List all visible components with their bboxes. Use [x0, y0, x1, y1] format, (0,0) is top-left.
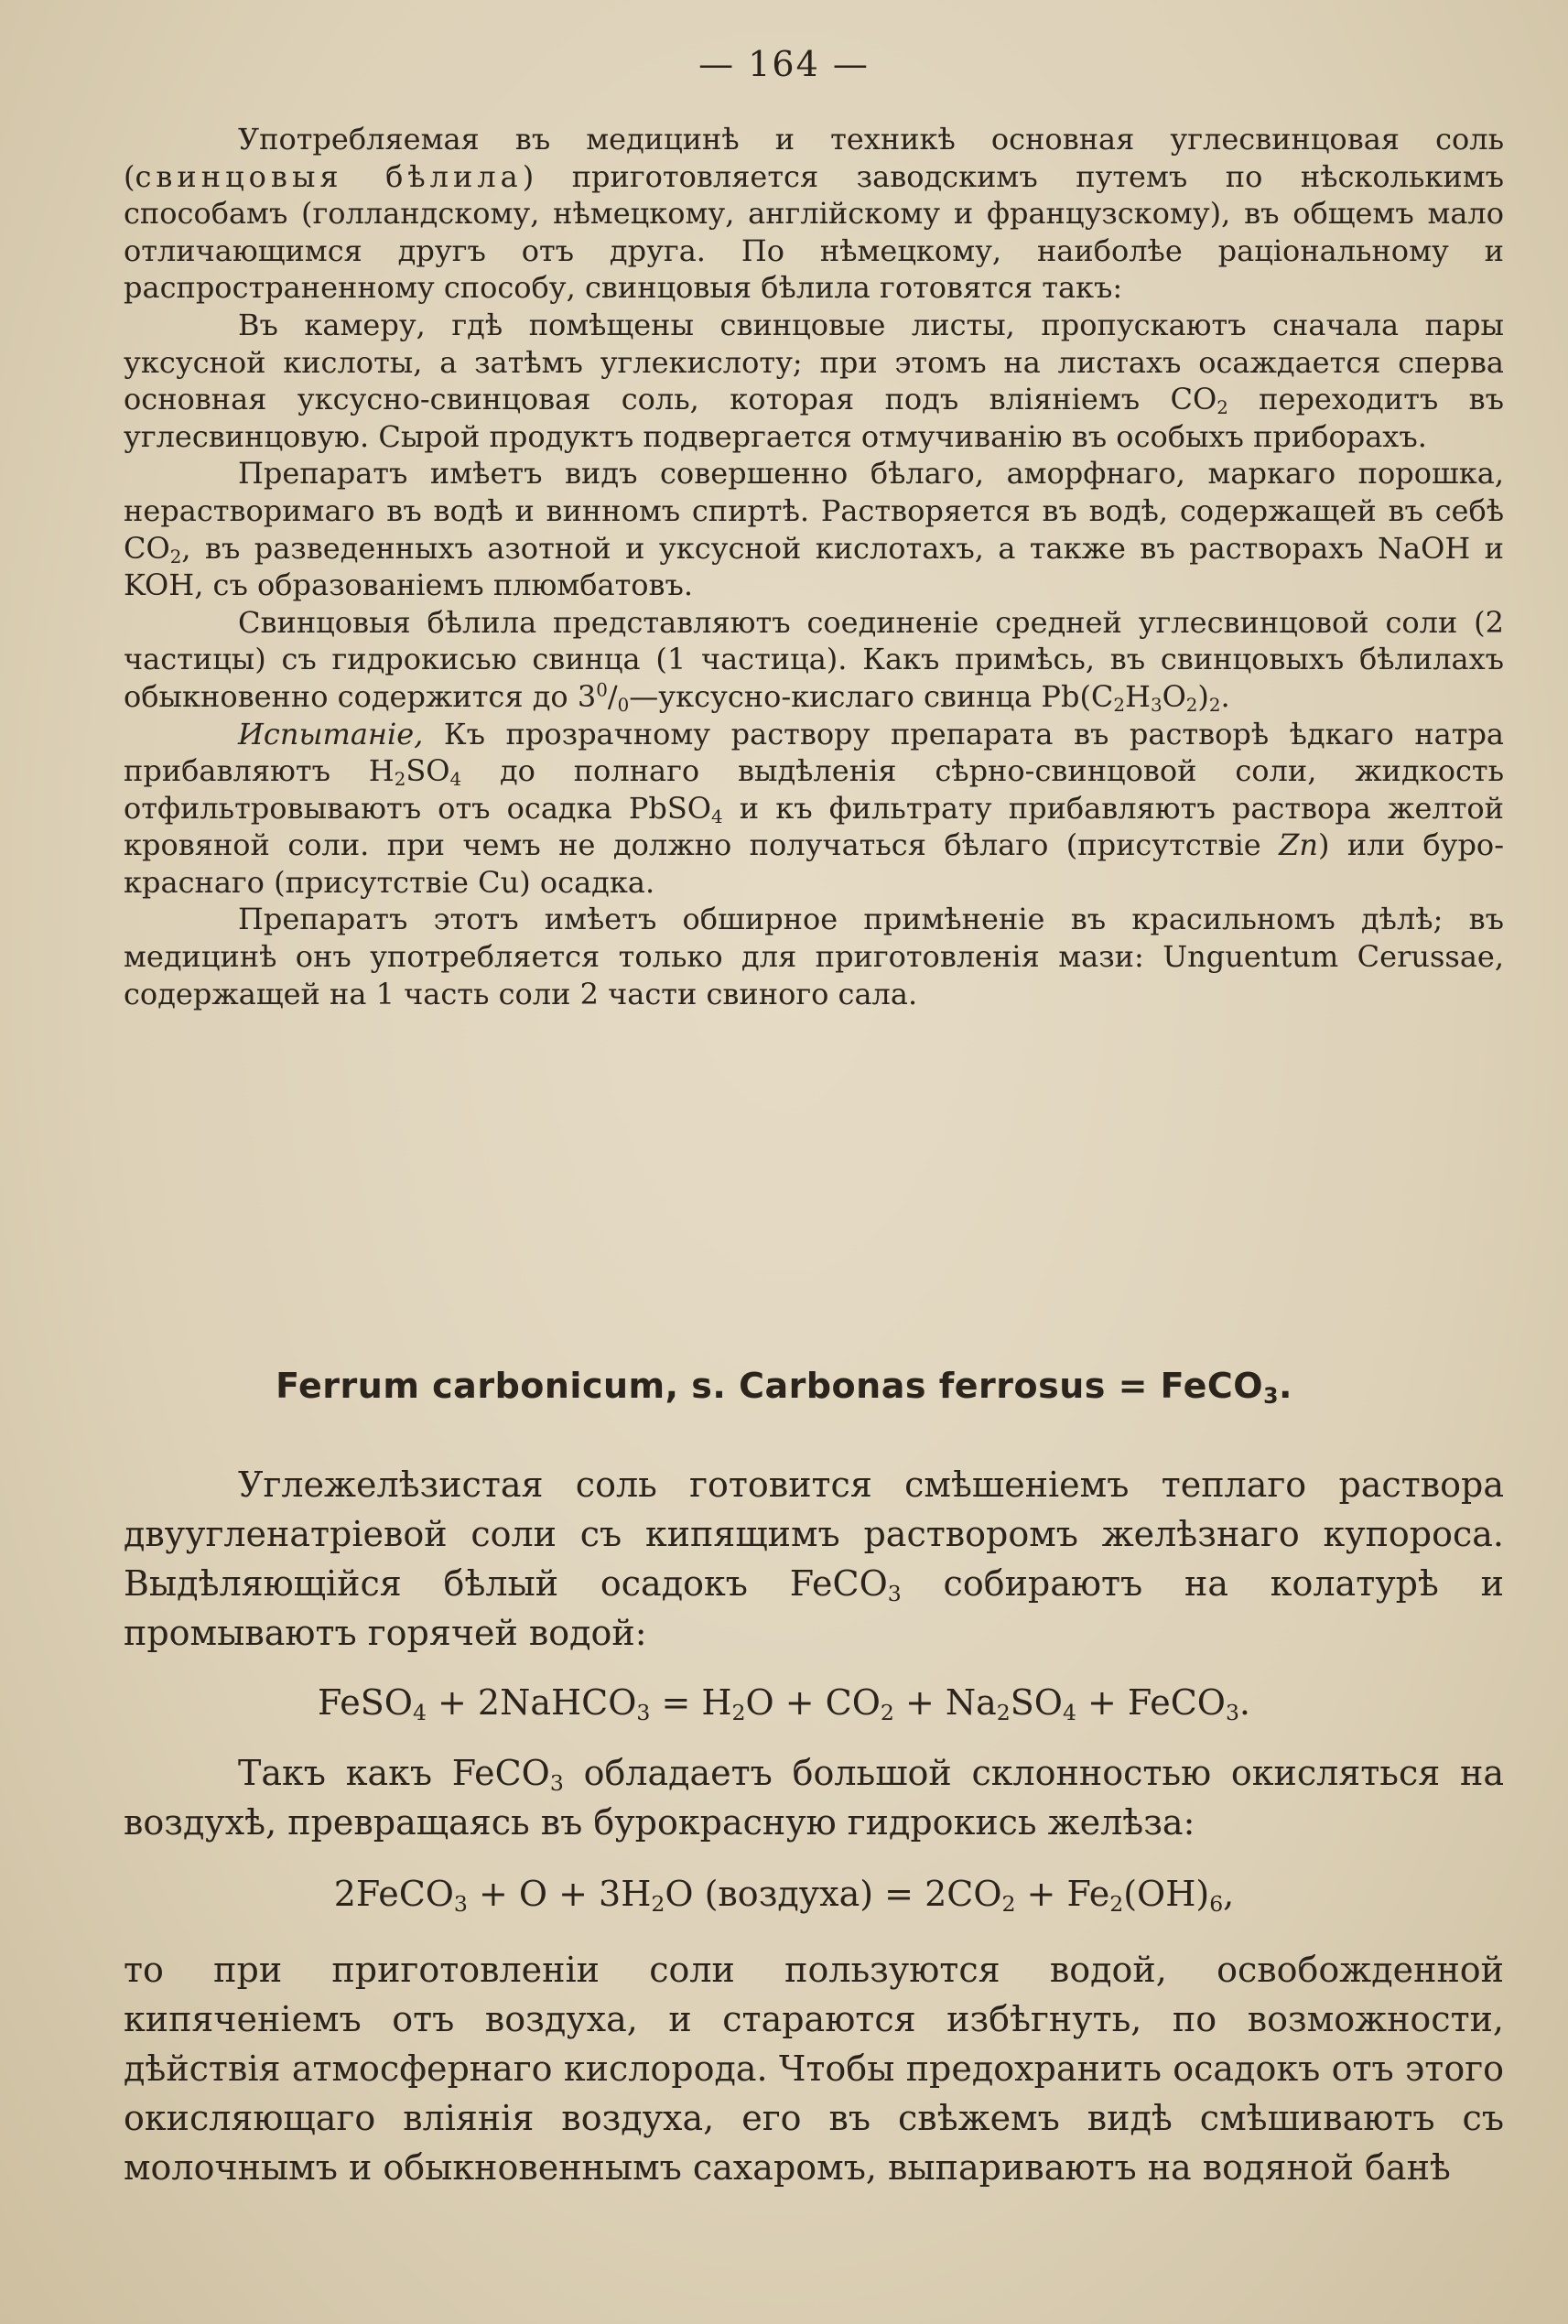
paragraph-8: Такъ какъ FeCO$_3$ обладаетъ большой склонностью окисляться на воздухѣ, превращаясь въ бурокрасную гидрокись желѣза: [124, 1753, 1504, 1843]
paragraph-6: Препаратъ этотъ имѣетъ обширное примѣненіе въ красильномъ дѣлѣ; въ медицинѣ онъ употребляется только для приготовленія мази: Unguentum Cerussae, содержащей на 1 часть соли 2 части свиного сала. [124, 902, 1504, 1011]
paragraph-5: Испытаніе, Къ прозрачному раствору препарата въ растворѣ ѣдкаго натра прибавляютъ $H_2SO_4$ до полнаго выдѣленія сѣрно-свинцовой соли, жидкость отфильтровываютъ отъ осадка PbSO$_4$ и къ фильтрату прибавляютъ раствора желтой кровяной соли. при чемъ не должно получаться бѣлаго (присутствіе Zn) или буро-краснаго (присутствіе Cu) осадка. [124, 716, 1505, 900]
paragraph-7: Углежелѣзистая соль готовится смѣшеніемъ теплаго раствора двуугленатріевой соли съ кипящимъ растворомъ желѣзнаго купороса. Выдѣляющійся бѣлый осадокъ FeCO$_3$ собираютъ на колатурѣ и промываютъ горячей водой: [124, 1465, 1504, 1653]
paragraph-1: Употребляемая въ медицинѣ и техникѣ основная углесвинцовая соль (свинцовыя бѣлила) приготовляется заводскимъ путемъ по нѣсколькимъ способамъ (голландскому, нѣмецкому, англійскому и французскому), въ общемъ мало отличающимся другъ отъ друга. По нѣмецкому, наиболѣе раціональному и распространенному способу, свинцовыя бѣлила готовятся такъ: [124, 122, 1505, 306]
paragraph-3: Препаратъ имѣетъ видъ совершенно бѣлаго, аморфнаго, маркаго порошка, нерастворимаго въ водѣ и винномъ спиртѣ. Растворяется въ водѣ, содержащей въ себѣ $CO_2$, въ разведенныхъ азотной и уксусной кислотахъ, а также въ растворахъ NaOH и KOH, съ образованіемъ плюмбатовъ. [124, 456, 1504, 603]
lower-text-block-1 [124, 1460, 1504, 1658]
lower-text-block-3 [124, 1945, 1504, 2192]
page-number: — 164 — [698, 44, 870, 84]
equation-1: FeSO$_4$ + 2NaHCO$_3$ = $H_2O + CO_2 + Na_2SO_4$ + FeCO$_3$. [317, 1682, 1251, 1725]
paragraph-4: Свинцовыя бѣлила представляютъ соединеніе средней углесвинцовой соли (2 частицы) съ гидрокисью свинца (1 частица). Какъ примѣсь, въ свинцовыхъ бѣлилахъ обыкновенно содержится до $3^0/_0—уксусно$-кислаго свинца $Pb(C_2H_3O_2)_2$. [124, 604, 1504, 716]
equation-2: 2FeCO$_3$ + $O + 3H_2O$ (воздуха) = $2CO_2 + Fe_2(OH)_6$, [333, 1874, 1235, 1917]
lower-text-block-2 [124, 1748, 1504, 1847]
paragraph-9: то при приготовленіи соли пользуются водой, освобожденной кипяченіемъ отъ воздуха, и стараются избѣгнуть, по возможности, дѣйствія атмосфернаго кислорода. Чтобы предохранить осадокъ отъ этого окисляющаго вліянія воздуха, его въ свѣжемъ видѣ смѣшиваютъ съ молочнымъ и обыкновеннымъ сахаромъ, выпариваютъ на водяной банѣ [124, 1950, 1504, 2188]
paragraph-2: Въ камеру, гдѣ помѣщены свинцовые листы, пропускаютъ сначала пары уксусной кислоты, а затѣмъ углекислоту; при этомъ на листахъ осаждается сперва основная уксусно-свинцовая соль, которая подъ вліяніемъ $CO_2$ переходитъ въ углесвинцовую. Сырой продуктъ подвергается отмучиванію въ особыхъ приборахъ. [124, 307, 1505, 454]
upper-text-block [124, 121, 1504, 1012]
section-heading: Ferrum carbonicum, s. Carbonas ferrosus = FeCO$_3$. [276, 1366, 1292, 1409]
